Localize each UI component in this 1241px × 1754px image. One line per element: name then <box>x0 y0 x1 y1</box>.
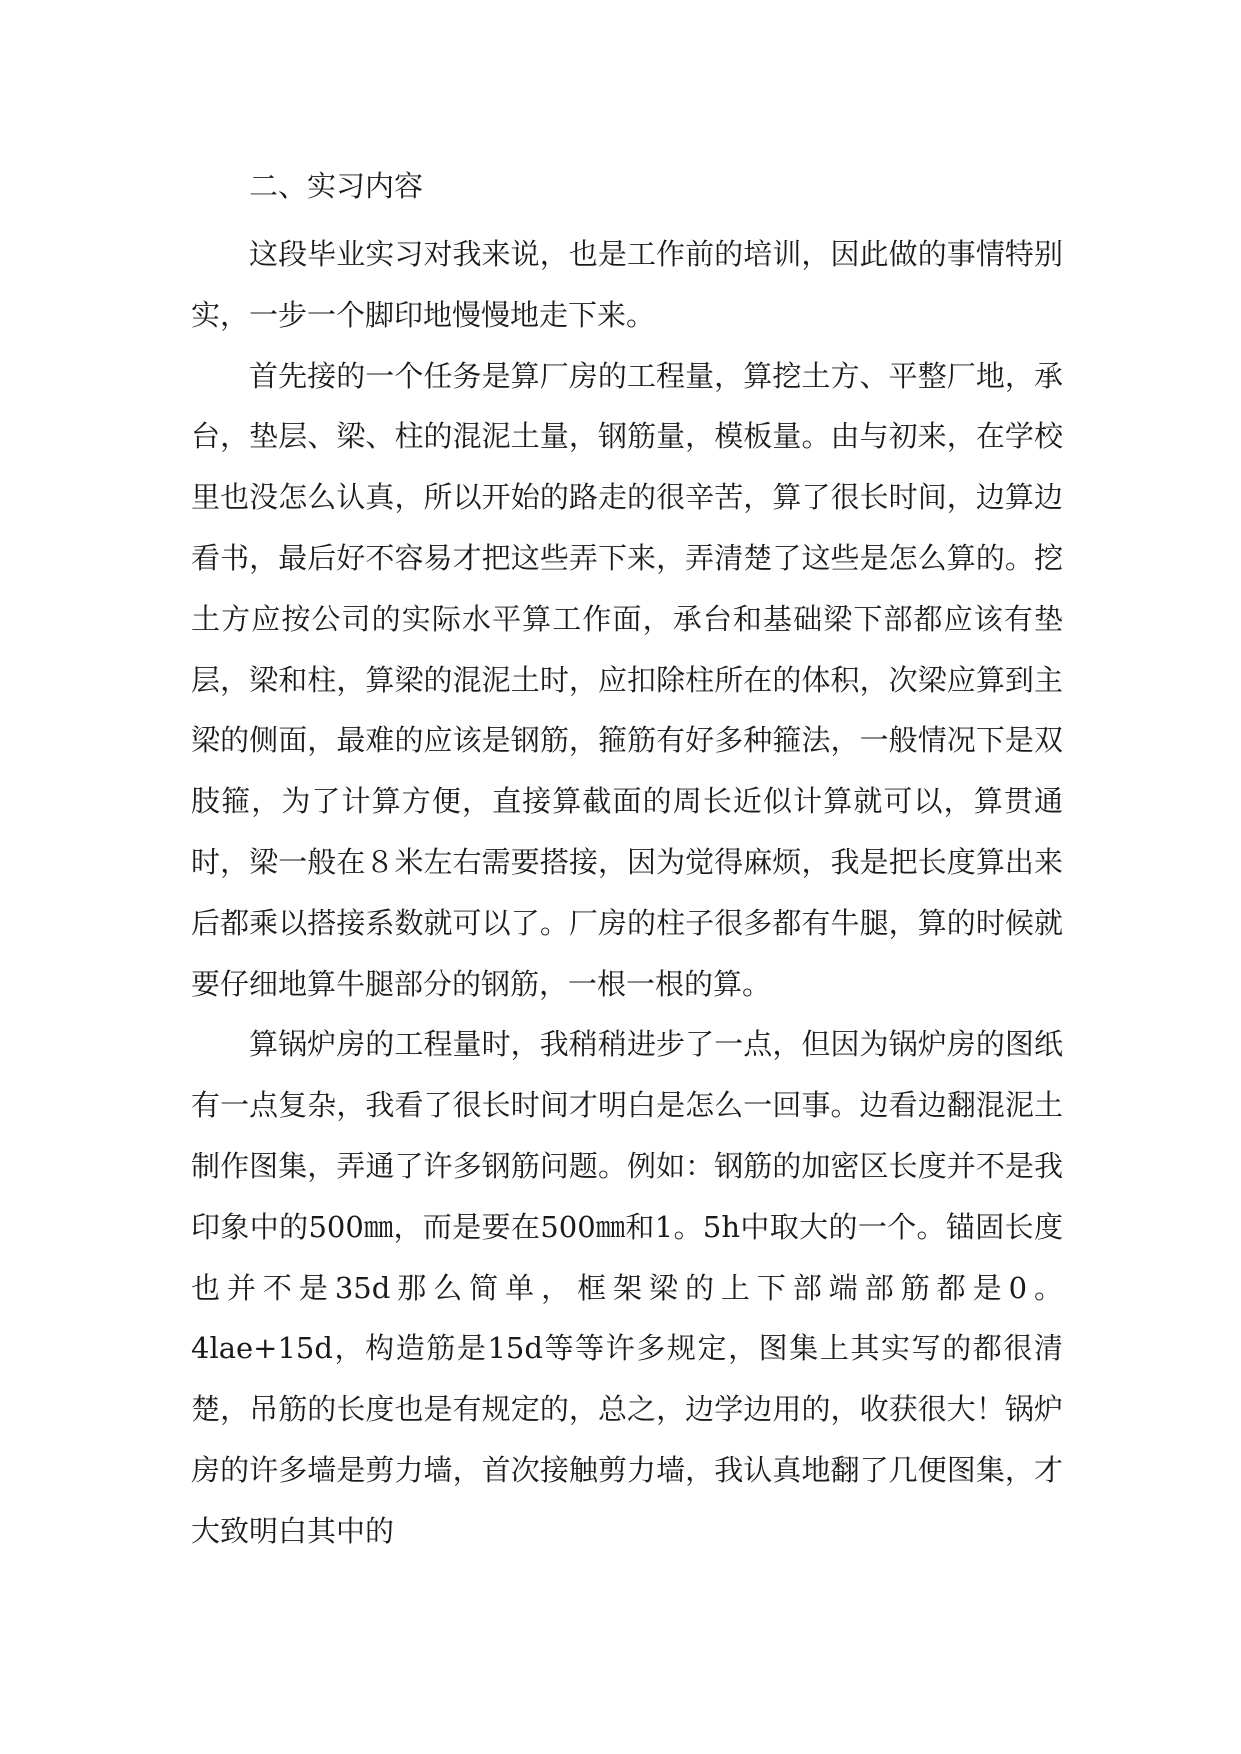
paragraph-internship-intro: 这段毕业实习对我来说，也是工作前的培训，因此做的事情特别实，一步一个脚印地慢慢地走下来。 <box>191 237 1063 332</box>
paragraph-factory-quantities: 首先接的一个任务是算厂房的工程量，算挖土方、平整厂地，承台，垫层、梁、柱的混泥土量，钢筋量，模板量。由与初来，在学校里也没怎么认真，所以开始的路走的很辛苦，算了很长时间，边算边看书，最后好不容易才把这些弄下来，弄清楚了这些是怎么算的。挖土方应按公司的实际水平算工作面，承台和基础梁下部都应该有垫层，梁和柱，算梁的混泥土时，应扣除柱所在的体积，次梁应算到主梁的侧面，最难的应该是钢筋，箍筋有好多种箍法，一般情况下是双肢箍，为了计算方便，直接算截面的周长近似计算就可以，算贯通时，梁一般在８米左右需要搭接，因为觉得麻烦，我是把长度算出来后都乘以搭接系数就可以了。厂房的柱子很多都有牛腿，算的时候就要仔细地算牛腿部分的钢筋，一根一根的算。 <box>191 358 1063 1001</box>
document-body <box>191 156 1063 1562</box>
section-heading: 二、实习内容 <box>249 169 424 203</box>
paragraph-boiler-room: 算锅炉房的工程量时，我稍稍进步了一点，但因为锅炉房的图纸有一点复杂，我看了很长时间才明白是怎么一回事。边看边翻混泥土制作图集，弄通了许多钢筋问题。例如：钢筋的加密区长度并不是我印象中的500㎜，而是要在500㎜和1。5h中取大的一个。锚固长度也并不是35d那么简单，框架梁的上下部端部筋都是0。4lae+15d，构造筋是15d等等许多规定，图集上其实写的都很清楚，吊筋的长度也是有规定的，总之，边学边用的，收获很大！锅炉房的许多墙是剪力墙，首次接触剪力墙，我认真地翻了几便图集，才大致明白其中的 <box>191 1027 1063 1548</box>
